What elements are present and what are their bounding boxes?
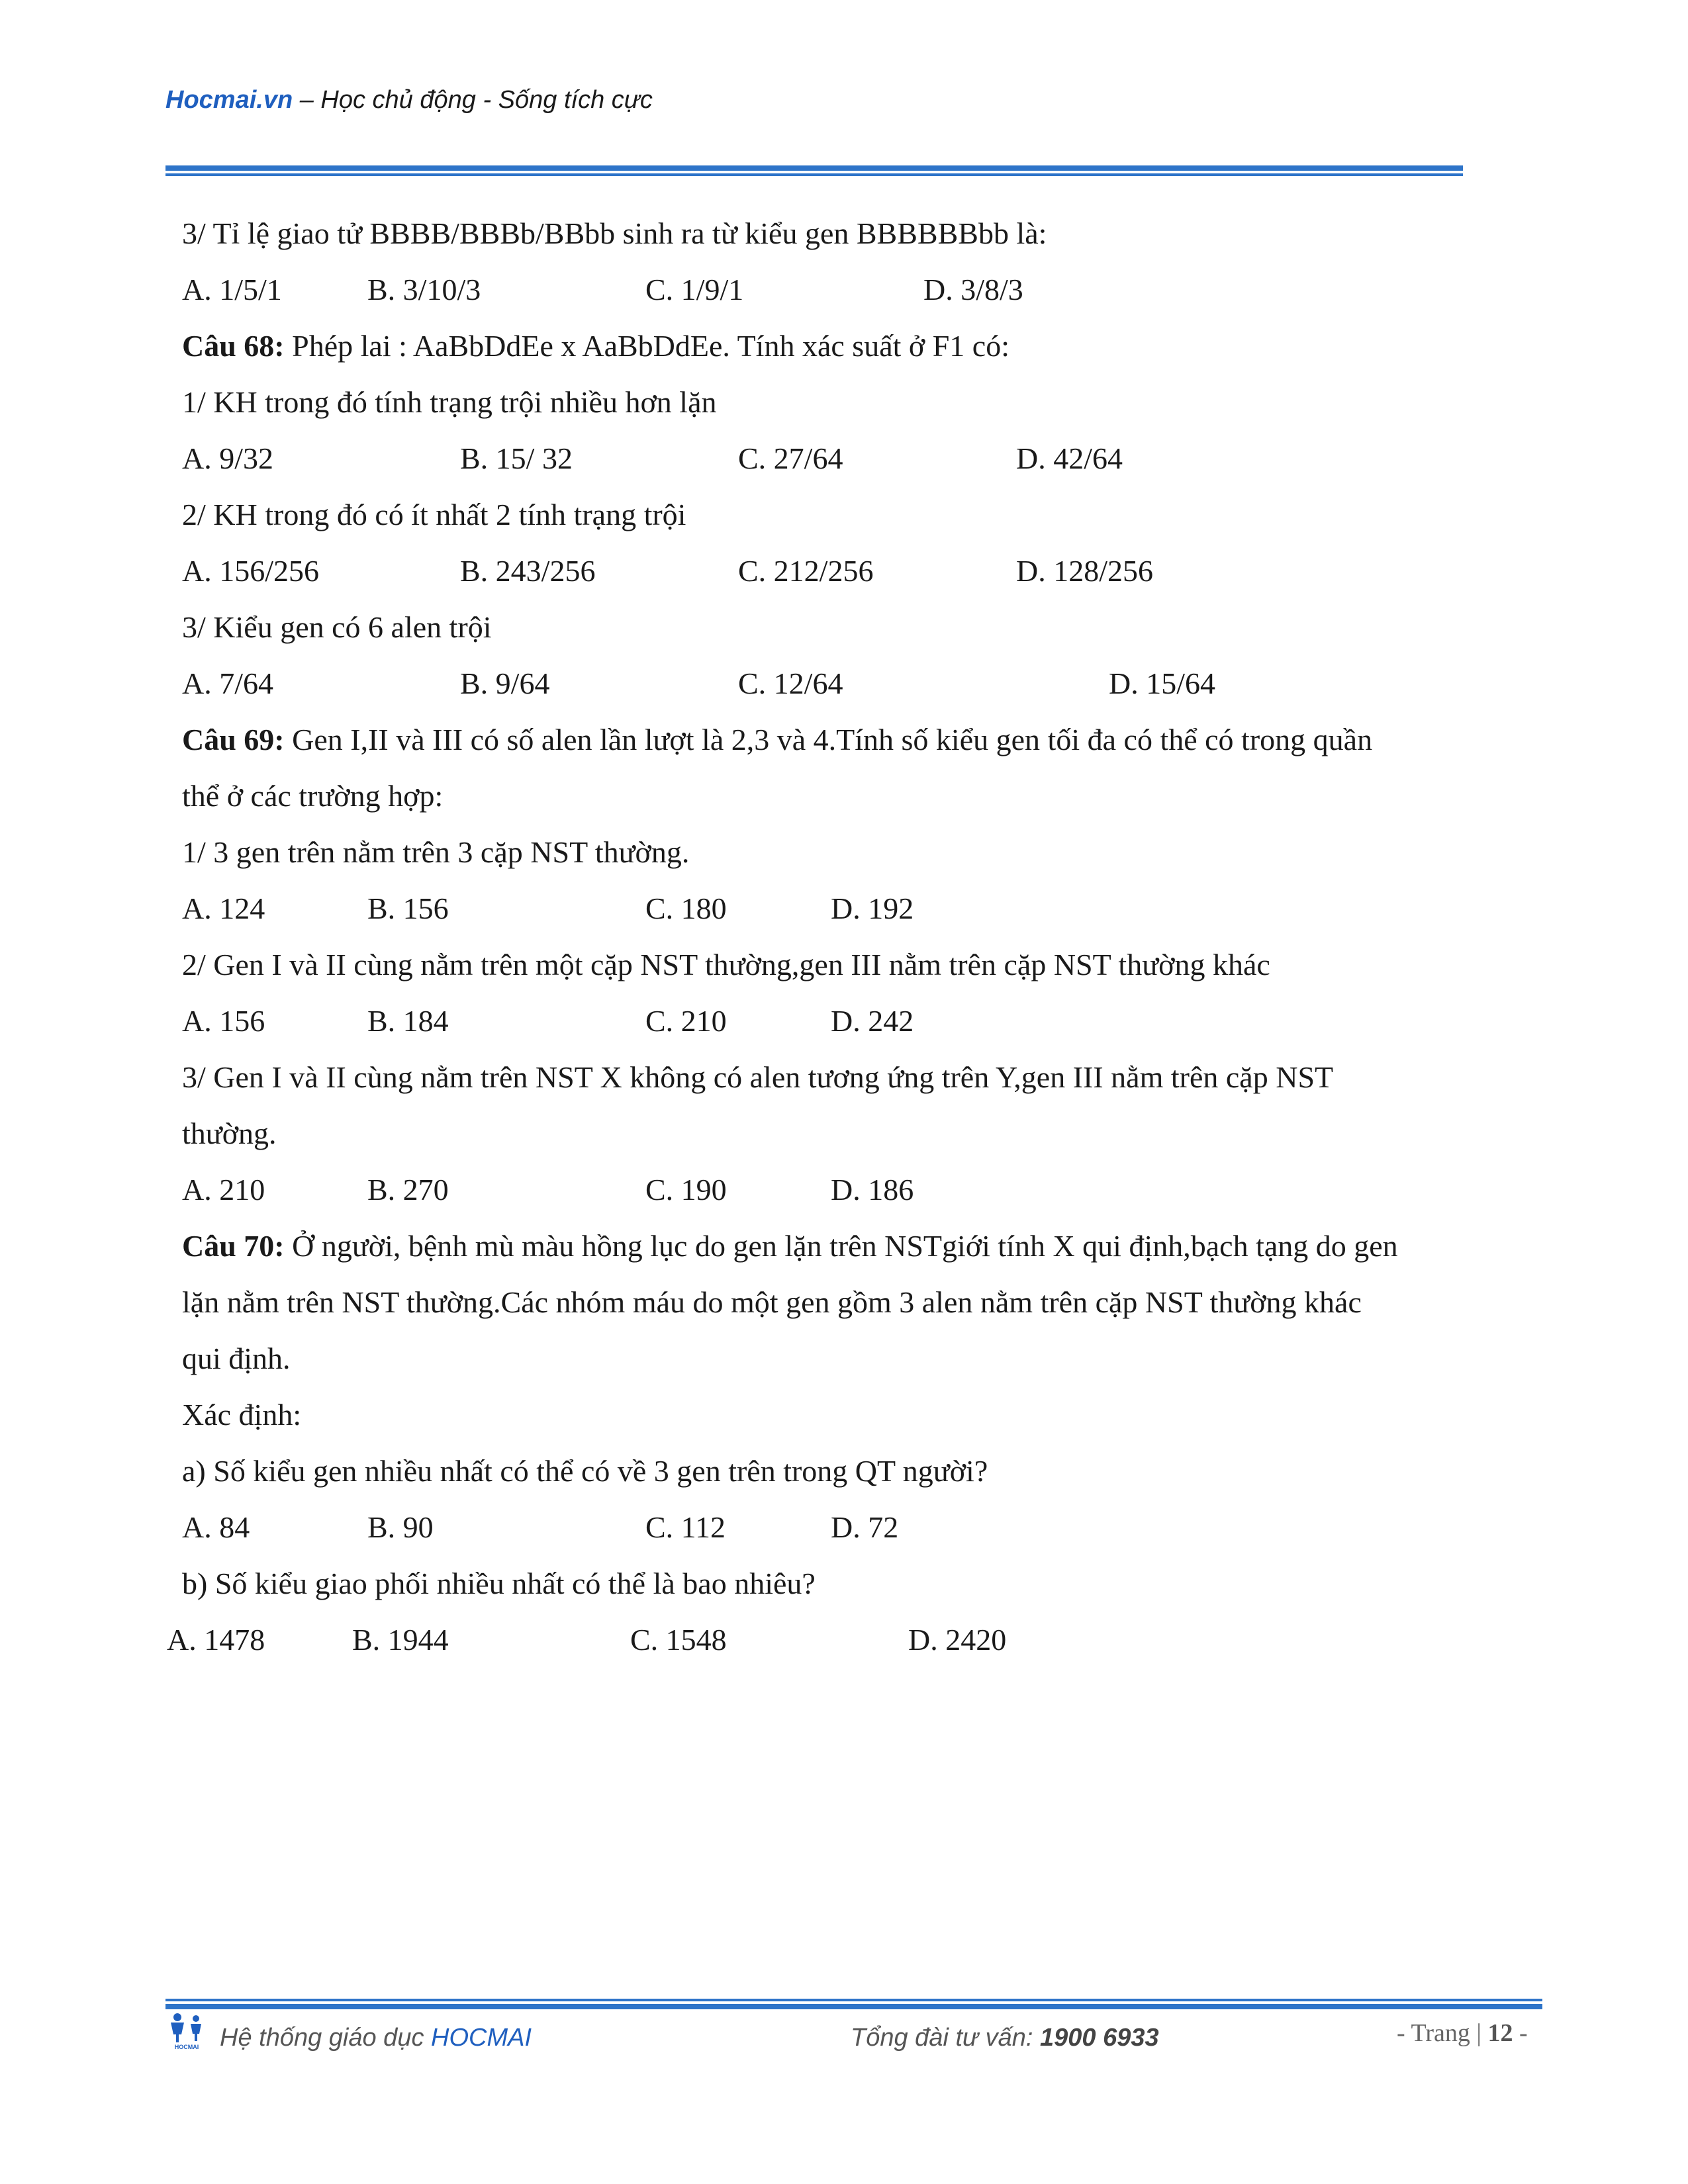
q69-part3-prompt-line1: 3/ Gen I và II cùng nằm trên NST X không có alen tương ứng trên Y,gen III nằm trên cặp NST <box>182 1060 1334 1094</box>
footer-hotline <box>851 2024 1159 2052</box>
q70-part-b-option-b: B. 1944 <box>352 1623 449 1657</box>
q68-part3-option-d: D. 15/64 <box>1109 666 1215 700</box>
q69-part3-option-c: C. 190 <box>645 1173 727 1206</box>
q69-part1-option-a: A. 124 <box>182 891 265 925</box>
q70-part-b-option-c: C. 1548 <box>630 1623 727 1657</box>
footer-system-label: Hệ thống giáo dục <box>220 2024 432 2052</box>
q70-heading <box>182 1231 1398 1261</box>
q69-part1-option-b: B. 156 <box>367 891 449 925</box>
q67-part3-option-a: A. 1/5/1 <box>182 273 282 306</box>
page-suffix: - <box>1513 2019 1528 2047</box>
q69-part3-option-a: A. 210 <box>182 1173 265 1206</box>
footer-system-brand: HOCMAI <box>431 2024 532 2052</box>
q69-title: Câu 69: <box>182 723 285 756</box>
q69-part3-option-d: D. 186 <box>831 1173 914 1206</box>
footer-hotline-number: 1900 6933 <box>1040 2024 1159 2052</box>
header-divider <box>165 165 1463 177</box>
q68-part2-option-b: B. 243/256 <box>460 554 596 588</box>
q68-part3-prompt: 3/ Kiểu gen có 6 alen trội <box>182 610 492 644</box>
q67-part3-prompt: 3/ Tỉ lệ giao tử BBBB/BBBb/BBbb sinh ra từ kiểu gen BBBBBBbb là: <box>182 216 1047 250</box>
page-header <box>165 86 653 114</box>
q68-part2-option-c: C. 212/256 <box>738 554 874 588</box>
q70-intro: Xác định: <box>182 1398 302 1432</box>
site-brand: Hocmai.vn <box>165 86 293 114</box>
q68-part2-option-a: A. 156/256 <box>182 554 319 588</box>
q67-part3-option-b: B. 3/10/3 <box>367 273 481 306</box>
footer-divider <box>165 1999 1542 2011</box>
page-number <box>1397 2019 1528 2048</box>
page-label: - Trang | <box>1397 2019 1488 2047</box>
q70-part-b-option-a: A. 1478 <box>167 1623 265 1657</box>
q68-part2-prompt: 2/ KH trong đó có ít nhất 2 tính trạng trội <box>182 498 686 531</box>
q69-part3-prompt-line2: thường. <box>182 1116 277 1150</box>
q69-part1-prompt: 1/ 3 gen trên nằm trên 3 cặp NST thường. <box>182 835 690 869</box>
q69-part1-option-d: D. 192 <box>831 891 914 925</box>
footer-hotline-label: Tổng đài tư vấn: <box>851 2024 1041 2052</box>
q69-part2-option-a: A. 156 <box>182 1004 265 1038</box>
q69-part2-option-c: C. 210 <box>645 1004 727 1038</box>
q69-part2-prompt: 2/ Gen I và II cùng nằm trên một cặp NST thường,gen III nằm trên cặp NST thường khác <box>182 948 1270 981</box>
q67-part3-option-d: D. 3/8/3 <box>923 273 1023 306</box>
q68-part1-option-d: D. 42/64 <box>1016 441 1123 475</box>
q68-part1-prompt: 1/ KH trong đó tính trạng trội nhiều hơn lặn <box>182 385 717 419</box>
q70-title: Câu 70: <box>182 1229 285 1263</box>
q70-part-a-prompt: a) Số kiểu gen nhiều nhất có thể có về 3 gen trên trong QT người? <box>182 1454 988 1488</box>
q70-part-b-prompt: b) Số kiểu giao phối nhiều nhất có thể là bao nhiêu? <box>182 1567 816 1600</box>
q68-prompt: Phép lai : AaBbDdEe x AaBbDdEe. Tính xác suất ở F1 có: <box>284 329 1009 363</box>
footer-system <box>220 2024 532 2052</box>
q68-part1-option-a: A. 9/32 <box>182 441 273 475</box>
q70-part-a-option-d: D. 72 <box>831 1510 899 1544</box>
q68-part1-option-c: C. 27/64 <box>738 441 843 475</box>
q67-part3-option-c: C. 1/9/1 <box>645 273 744 306</box>
q68-part3-option-c: C. 12/64 <box>738 666 843 700</box>
q69-part2-option-b: B. 184 <box>367 1004 449 1038</box>
q70-part-a-option-a: A. 84 <box>182 1510 250 1544</box>
q68-part1-option-b: B. 15/ 32 <box>460 441 573 475</box>
q68-part3-option-a: A. 7/64 <box>182 666 273 700</box>
q68-title: Câu 68: <box>182 329 285 363</box>
q69-heading <box>182 725 1372 755</box>
q68-part2-option-d: D. 128/256 <box>1016 554 1153 588</box>
q70-part-b-option-d: D. 2420 <box>908 1623 1007 1657</box>
q70-prompt-line2: lặn nằm trên NST thường.Các nhóm máu do một gen gồm 3 alen nằm trên cặp NST thường khác <box>182 1285 1362 1319</box>
q69-prompt-line1: Gen I,II và III có số alen lần lượt là 2,3 và 4.Tính số kiểu gen tối đa có thể có trong quần <box>284 723 1373 756</box>
page-number-value: 12 <box>1487 2019 1513 2047</box>
q69-part2-option-d: D. 242 <box>831 1004 914 1038</box>
q70-part-a-option-b: B. 90 <box>367 1510 434 1544</box>
q69-prompt-line2: thể ở các trường hợp: <box>182 779 444 813</box>
q69-part1-option-c: C. 180 <box>645 891 727 925</box>
q68-heading <box>182 331 1009 361</box>
q70-part-a-option-c: C. 112 <box>645 1510 726 1544</box>
hocmai-logo-icon <box>165 2012 208 2050</box>
q70-prompt-line3: qui định. <box>182 1342 291 1375</box>
site-tagline: – Học chủ động - Sống tích cực <box>293 86 653 114</box>
q70-prompt-line1: Ở người, bệnh mù màu hồng lục do gen lặn trên NSTgiới tính X qui định,bạch tạng do gen <box>284 1229 1398 1263</box>
logo-text: HOCMAI <box>174 2044 199 2050</box>
q69-part3-option-b: B. 270 <box>367 1173 449 1206</box>
q68-part3-option-b: B. 9/64 <box>460 666 550 700</box>
